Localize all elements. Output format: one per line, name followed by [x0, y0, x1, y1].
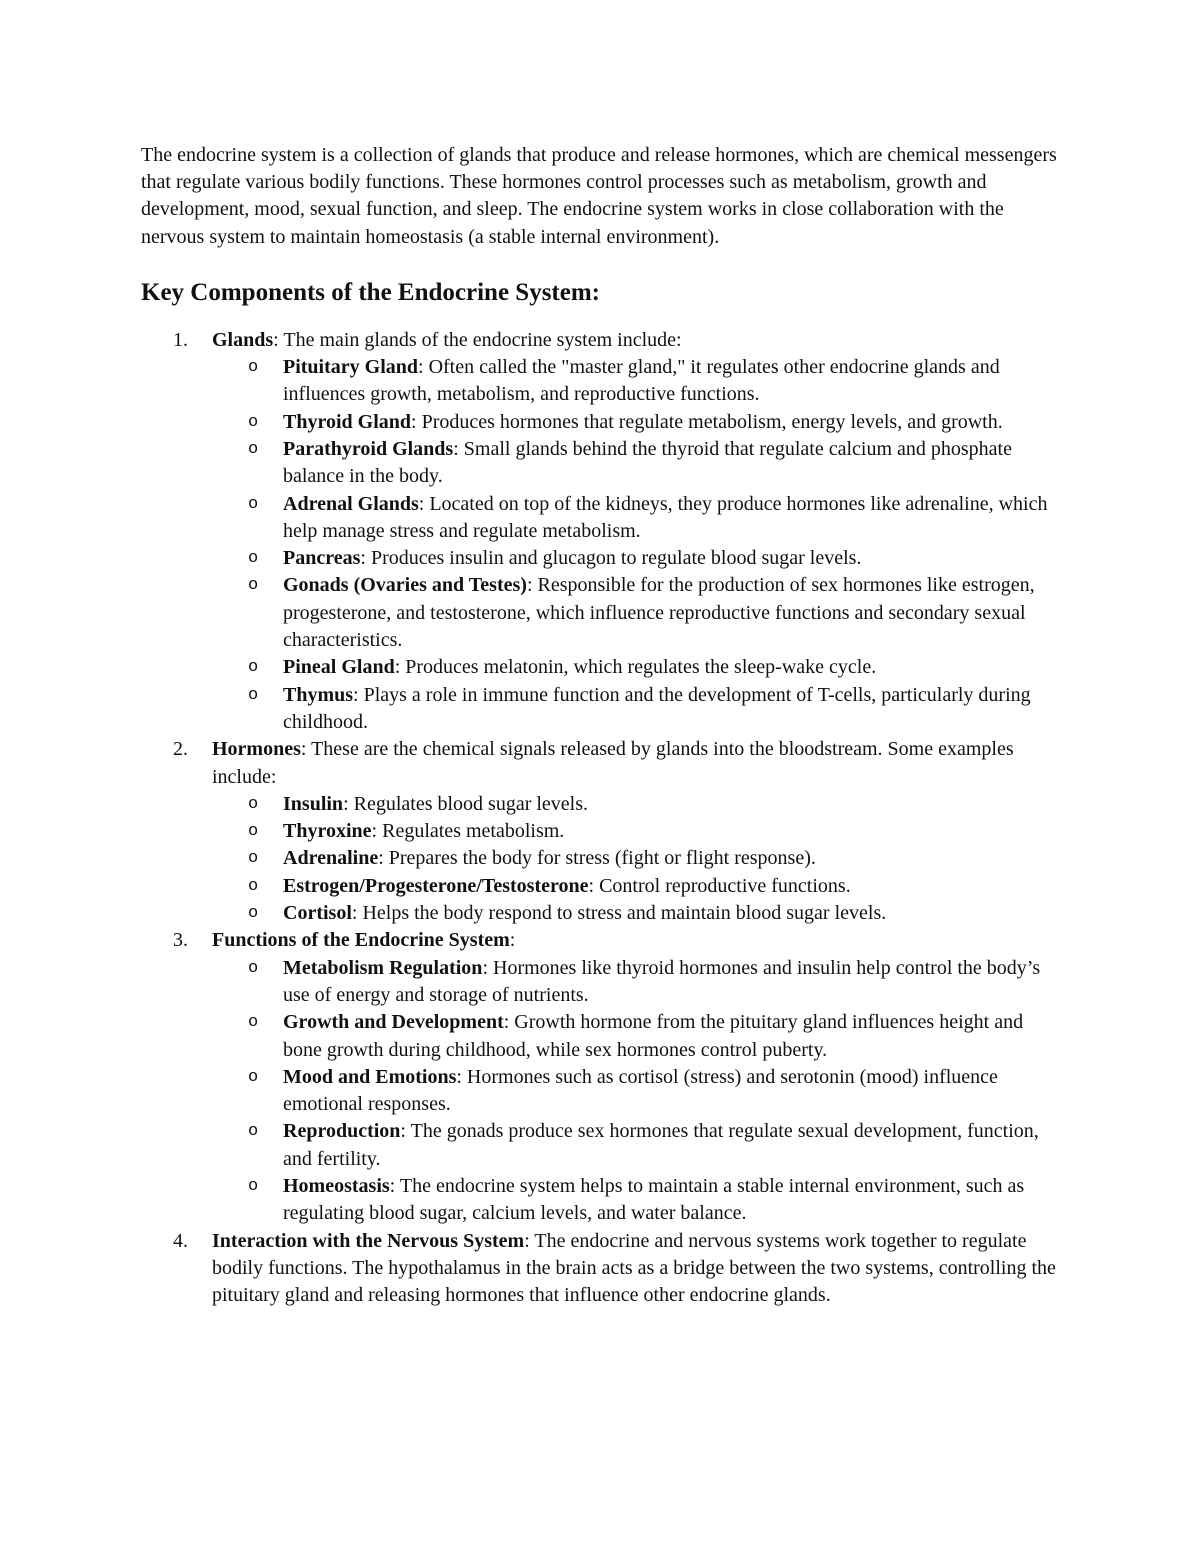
item-text: : These are the chemical signals released by glands into the bloodstream. Some examples include:: [212, 738, 1014, 788]
list-item: [212, 1173, 1061, 1228]
components-list: [141, 327, 1061, 1310]
item-term: Gonads (Ovaries and Testes): [283, 574, 527, 597]
item-text: : Located on top of the kidneys, they produce hormones like adrenaline, which help manage stress and regulate metabolism.: [283, 492, 1048, 542]
item-term: Hormones: [212, 738, 301, 761]
item-text: : Produces hormones that regulate metabolism, energy levels, and growth.: [411, 410, 1003, 433]
bullet-icon: o: [248, 958, 259, 978]
section-heading: Key Components of the Endocrine System:: [141, 278, 601, 306]
item-text: : Regulates metabolism.: [371, 820, 565, 843]
sublist-functions: [212, 955, 1061, 1228]
item-term: Thyroid Gland: [283, 410, 412, 433]
item-text: : The endocrine system helps to maintain a stable internal environment, such as regulating blood sugar, calcium levels, and water balance.: [283, 1175, 1025, 1225]
list-item: [212, 818, 1061, 845]
list-item-glands: [141, 327, 1061, 736]
item-text: : The gonads produce sex hormones that regulate sexual development, function, and fertility.: [283, 1120, 1039, 1170]
item-text: : Regulates blood sugar levels.: [343, 792, 589, 815]
bullet-icon: o: [248, 1067, 259, 1087]
item-term: Homeostasis: [283, 1175, 390, 1198]
list-item: [212, 572, 1061, 654]
item-term: Thyroxine: [283, 820, 372, 843]
list-item-interaction: [141, 1228, 1061, 1310]
item-text: : Plays a role in immune function and the development of T-cells, particularly during childhood.: [283, 683, 1031, 733]
list-item: [212, 654, 1061, 681]
item-term: Adrenaline: [283, 847, 379, 870]
item-text: : Control reproductive functions.: [588, 874, 851, 897]
bullet-icon: o: [248, 576, 259, 596]
bullet-icon: o: [248, 904, 259, 924]
sublist-hormones: [212, 791, 1061, 927]
bullet-icon: o: [248, 822, 259, 842]
bullet-icon: o: [248, 440, 259, 459]
item-term: Functions of the Endocrine System: [212, 929, 510, 952]
bullet-icon: o: [248, 1122, 259, 1142]
item-term: Glands: [212, 328, 274, 351]
list-number: 3.: [173, 929, 188, 952]
bullet-icon: o: [248, 1013, 259, 1033]
list-item: [212, 436, 1061, 491]
item-text: : The endocrine and nervous systems work together to regulate bodily functions. The hypothalamus in the brain acts as a bridge between the two systems, controlling the pituitary gland and releasing hormones that influence other endocrine glands.: [212, 1229, 1056, 1307]
list-item-functions: [141, 927, 1061, 1227]
bullet-icon: o: [248, 549, 259, 569]
item-term: Metabolism Regulation: [283, 956, 483, 979]
list-number: 1.: [173, 328, 188, 351]
item-term: Parathyroid Glands: [283, 438, 454, 460]
list-number: 2.: [173, 738, 188, 761]
item-text: : Produces melatonin, which regulates the sleep-wake cycle.: [394, 656, 877, 679]
item-term: Pituitary Gland: [283, 356, 419, 379]
bullet-icon: o: [248, 849, 259, 869]
item-term: Pineal Gland: [283, 656, 395, 679]
list-number: 4.: [173, 1229, 188, 1252]
list-item: [212, 1118, 1061, 1173]
bullet-icon: o: [248, 658, 259, 678]
item-text: : Helps the body respond to stress and maintain blood sugar levels.: [351, 902, 887, 925]
bullet-icon: o: [248, 1177, 259, 1197]
list-item: [212, 682, 1061, 737]
bullet-icon: o: [248, 358, 259, 378]
item-text: : Hormones such as cortisol (stress) and serotonin (mood) influence emotional responses.: [283, 1065, 998, 1116]
bullet-icon: o: [248, 685, 259, 705]
item-term: Interaction with the Nervous System: [212, 1229, 525, 1252]
list-item: [212, 1064, 1061, 1119]
item-term: Mood and Emotions: [283, 1065, 457, 1088]
item-text: : Produces insulin and glucagon to regulate blood sugar levels.: [360, 547, 862, 570]
bullet-icon: o: [248, 494, 259, 514]
list-item: [212, 845, 1061, 872]
item-text: : Growth hormone from the pituitary gland influences height and bone growth during childhood, while sex hormones control puberty.: [283, 1011, 1024, 1061]
item-text: : Small glands behind the thyroid that regulate calcium and phosphate balance in the body.: [283, 438, 1012, 488]
list-item-hormones: [141, 736, 1061, 927]
list-item: [212, 955, 1061, 1010]
item-term: Growth and Development: [283, 1011, 504, 1034]
list-item: [212, 900, 1061, 927]
item-term: Estrogen/Progesterone/Testosterone: [283, 874, 589, 897]
item-text: : Responsible for the production of sex hormones like estrogen, progesterone, and testosterone, which influence reproductive functions and secondary sexual characteristics.: [283, 574, 1035, 652]
bullet-icon: o: [248, 794, 259, 814]
document-page: [141, 142, 1061, 1310]
list-item: [212, 791, 1061, 818]
item-term: Reproduction: [283, 1120, 401, 1143]
bullet-icon: o: [248, 412, 259, 432]
item-text: : The main glands of the endocrine system include:: [273, 328, 682, 351]
item-term: Thymus: [283, 683, 354, 706]
item-text: : Often called the "master gland," it regulates other endocrine glands and influences growth, metabolism, and reproductive functions.: [283, 356, 1000, 406]
item-text: :: [509, 929, 516, 952]
item-term: Adrenal Glands: [283, 492, 419, 515]
item-text: : Hormones like thyroid hormones and insulin help control the body’s use of energy and storage of nutrients.: [283, 956, 1041, 1006]
bullet-icon: o: [248, 876, 259, 896]
intro-paragraph: The endocrine system is a collection of glands that produce and release hormones, which are chemical messengers that regulate various bodily functions. These hormones control processes such as metabolism, growth and development, mood, sexual function, and sleep. The endocrine system works in close collaboration with the nervous system to maintain homeostasis (a stable internal environment).: [141, 144, 1057, 248]
list-item: [212, 354, 1061, 409]
item-term: Cortisol: [283, 902, 352, 925]
item-text: : Prepares the body for stress (fight or flight response).: [378, 847, 816, 870]
list-item: [212, 1009, 1061, 1064]
item-term: Insulin: [283, 792, 344, 815]
sublist-glands: [212, 354, 1061, 736]
list-item: [212, 545, 1061, 572]
list-item: [212, 409, 1061, 436]
list-item: [212, 873, 1061, 900]
item-term: Pancreas: [283, 547, 361, 570]
list-item: [212, 491, 1061, 546]
